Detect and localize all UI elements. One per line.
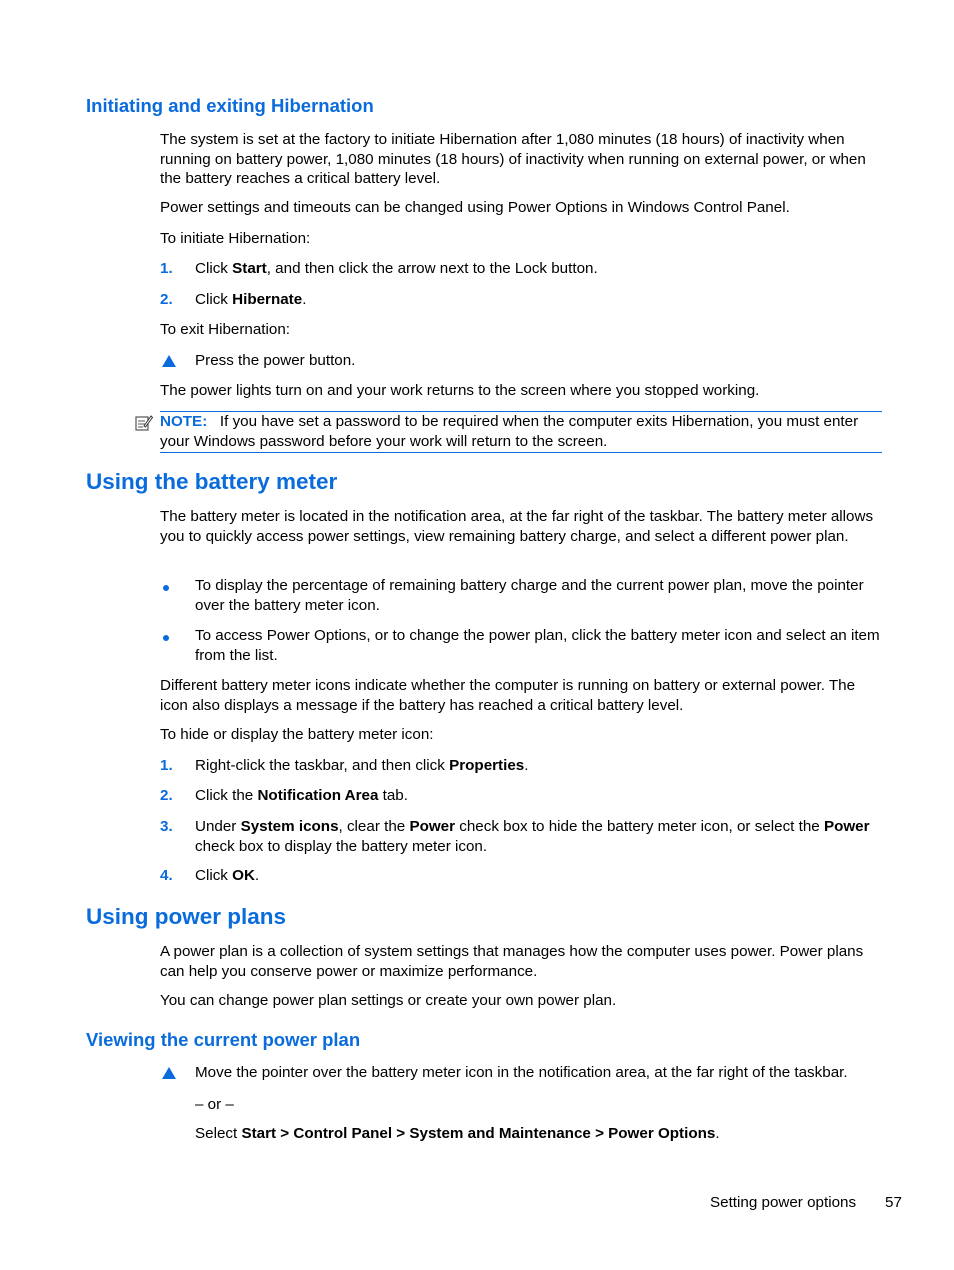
section-heading-hibernation: Initiating and exiting Hibernation	[86, 95, 374, 116]
step-number: 4.	[160, 867, 173, 884]
step-text: Under System icons, clear the Power check box to hide the battery meter icon, or select the Power check box to display the battery meter icon.	[195, 818, 870, 855]
step-number: 3.	[160, 818, 173, 835]
step-text: Click OK.	[195, 867, 260, 884]
section-heading-power-plans: Using power plans	[86, 904, 287, 929]
step-text: Click the Notification Area tab.	[195, 787, 408, 804]
step-number: 2.	[160, 291, 173, 308]
paragraph-power-plan-intro: A power plan is a collection of system settings that manages how the computer uses power. Power plans can help you conserve power or maximize performance.	[160, 943, 864, 980]
step-number: 1.	[160, 757, 173, 774]
triangle-bullet-icon	[162, 355, 176, 367]
paragraph-hibernation-intro: The system is set at the factory to initiate Hibernation after 1,080 minutes (18 hours) of inactivity when running on battery power, 1,080 minutes (18 hours) of inactivity when running on external power, or when the battery reaches a critical battery level.	[160, 131, 866, 187]
note-label: NOTE:	[160, 413, 208, 430]
step-number: 2.	[160, 787, 173, 804]
bullet-dot-icon	[163, 585, 169, 591]
action-text: Move the pointer over the battery meter icon in the notification area, at the far right of the taskbar.	[195, 1064, 848, 1081]
step-text: Right-click the taskbar, and then click Properties.	[195, 757, 529, 774]
action-text: Press the power button.	[195, 352, 356, 369]
bullet-text: To access Power Options, or to change the power plan, click the battery meter icon and select an item from the list.	[195, 627, 880, 664]
paragraph-hide-display: To hide or display the battery meter icon:	[160, 726, 434, 743]
triangle-bullet-icon	[162, 1067, 176, 1079]
bullet-text: To display the percentage of remaining battery charge and the current power plan, move the pointer over the battery meter icon.	[195, 577, 864, 614]
paragraph-change-settings: You can change power plan settings or create your own power plan.	[160, 992, 617, 1009]
paragraph-to-exit: To exit Hibernation:	[160, 321, 291, 338]
section-heading-battery-meter: Using the battery meter	[86, 469, 338, 494]
step-text: Click Hibernate.	[195, 291, 307, 308]
paragraph-power-lights: The power lights turn on and your work returns to the screen where you stopped working.	[160, 382, 760, 399]
section-heading-viewing: Viewing the current power plan	[86, 1029, 361, 1050]
bullet-dot-icon	[163, 635, 169, 641]
note-pencil-icon	[135, 414, 153, 432]
step-text: Click Start, and then click the arrow next to the Lock button.	[195, 260, 598, 277]
step-number: 1.	[160, 260, 173, 277]
page-number: 57	[885, 1194, 902, 1211]
paragraph-power-settings: Power settings and timeouts can be changed using Power Options in Windows Control Panel.	[160, 199, 790, 216]
paragraph-battery-intro: The battery meter is located in the notification area, at the far right of the taskbar. The battery meter allows you to quickly access power settings, view remaining battery charge, and select a different power plan.	[160, 508, 874, 545]
footer-section-title: Setting power options	[710, 1194, 857, 1211]
select-path-text: Select Start > Control Panel > System and Maintenance > Power Options.	[195, 1125, 720, 1142]
paragraph-battery-icons: Different battery meter icons indicate whether the computer is running on battery or external power. The icon also displays a message if the battery has reached a critical battery level.	[160, 677, 856, 714]
or-separator: – or –	[195, 1096, 234, 1113]
paragraph-to-initiate: To initiate Hibernation:	[160, 230, 311, 247]
note-text: NOTE: If you have set a password to be required when the computer exits Hibernation, you must enter your Windows password before your work will return to the screen.	[160, 413, 859, 450]
